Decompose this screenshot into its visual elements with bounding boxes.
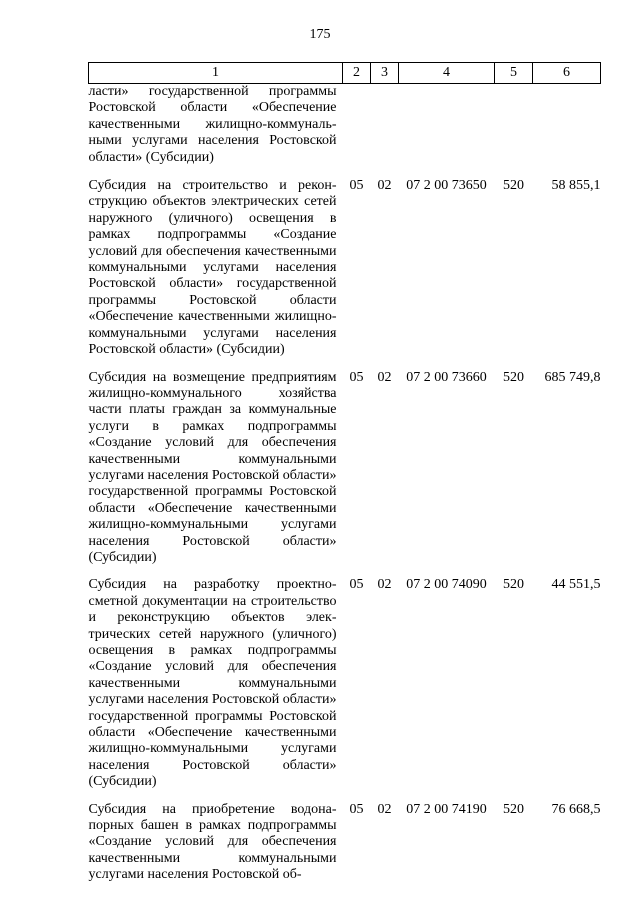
table-header-row — [89, 63, 601, 84]
row-expense-type — [495, 84, 533, 179]
row-amount: 685 749,8 — [544, 369, 601, 385]
row-description: Субсидия на возмещение предприятиям жилищно-коммунального хозяйства части платы граждан за коммунальные услуги в рамках подпрограммы «Создание условий для обеспечения качественными коммунальными услугами населения Ростовской области» государственной программы Ростовской области «Обеспечение качественными жилищно-коммунальными услугами населения Ростовской области» (Субсидии) — [88, 369, 337, 565]
header-col-6: 6 — [533, 63, 601, 84]
row-description: Субсидия на приобретение водонапорных башен в рамках подпрограммы «Создание условий для обеспечения качественными коммунальными услугами населения Ростовской об- — [88, 801, 337, 883]
row-expense-type: 520 — [503, 369, 524, 385]
table-row — [89, 802, 601, 895]
row-amount: 44 551,5 — [551, 577, 601, 593]
header-col-5: 5 — [495, 63, 533, 84]
row-subsection-code: 02 — [377, 369, 392, 385]
budget-table-container — [88, 62, 600, 895]
header-col-3: 3 — [371, 63, 399, 84]
row-section-code: 05 — [349, 369, 364, 385]
row-subsection-code: 02 — [377, 801, 392, 817]
row-description: ласти» государственной программы Ростовской области «Обеспечение качественными жилищно-коммунальными услугами населения Ростовской области» (Субсидии) — [88, 84, 337, 165]
table-row — [89, 577, 601, 801]
row-target-code: 07 2 00 74190 — [406, 801, 487, 817]
row-amount — [533, 84, 601, 179]
table-row — [89, 370, 601, 578]
row-target-code: 07 2 00 73660 — [406, 369, 487, 385]
row-subsection-code — [371, 84, 399, 179]
row-section-code: 05 — [349, 577, 364, 593]
table-row — [89, 178, 601, 369]
page-number: 175 — [309, 27, 331, 42]
header-col-2: 2 — [343, 63, 371, 84]
budget-table — [88, 62, 601, 895]
table-row — [89, 84, 601, 179]
row-expense-type: 520 — [503, 801, 524, 817]
row-subsection-code: 02 — [377, 577, 392, 593]
row-expense-type: 520 — [503, 178, 524, 194]
row-section-code: 05 — [349, 178, 364, 194]
row-section-code — [343, 84, 371, 179]
row-target-code: 07 2 00 73650 — [406, 178, 487, 194]
row-description: Субсидия на строительство и реконструкцию объектов электрических сетей наружного (уличного) освещения в рамках подпрограммы «Создание условий для обеспечения качественными коммунальными услугами населения Ростовской области» государственной программы Ростовской области «Обеспечение качественными жилищно-коммунальными услугами населения Ростовской области» (Субсидии) — [88, 178, 337, 358]
row-target-code — [399, 84, 495, 179]
row-description: Субсидия на разработку проектно-сметной документации на строительство и реконструкцию объектов электрических сетей наружного (уличного) освещения в рамках подпрограммы «Создание условий для обеспечения качественными коммунальными услугами населения Ростовской области» государственной программы Ростовской области «Обеспечение качественными жилищно-коммунальными услугами населения Ростовской области» (Субсидии) — [88, 577, 337, 790]
row-subsection-code: 02 — [377, 178, 392, 194]
row-amount: 58 855,1 — [551, 178, 601, 194]
row-amount: 76 668,5 — [551, 801, 601, 817]
header-col-4: 4 — [399, 63, 495, 84]
row-target-code: 07 2 00 74090 — [406, 577, 487, 593]
row-section-code: 05 — [349, 801, 364, 817]
row-expense-type: 520 — [503, 577, 524, 593]
header-col-1: 1 — [89, 63, 343, 84]
